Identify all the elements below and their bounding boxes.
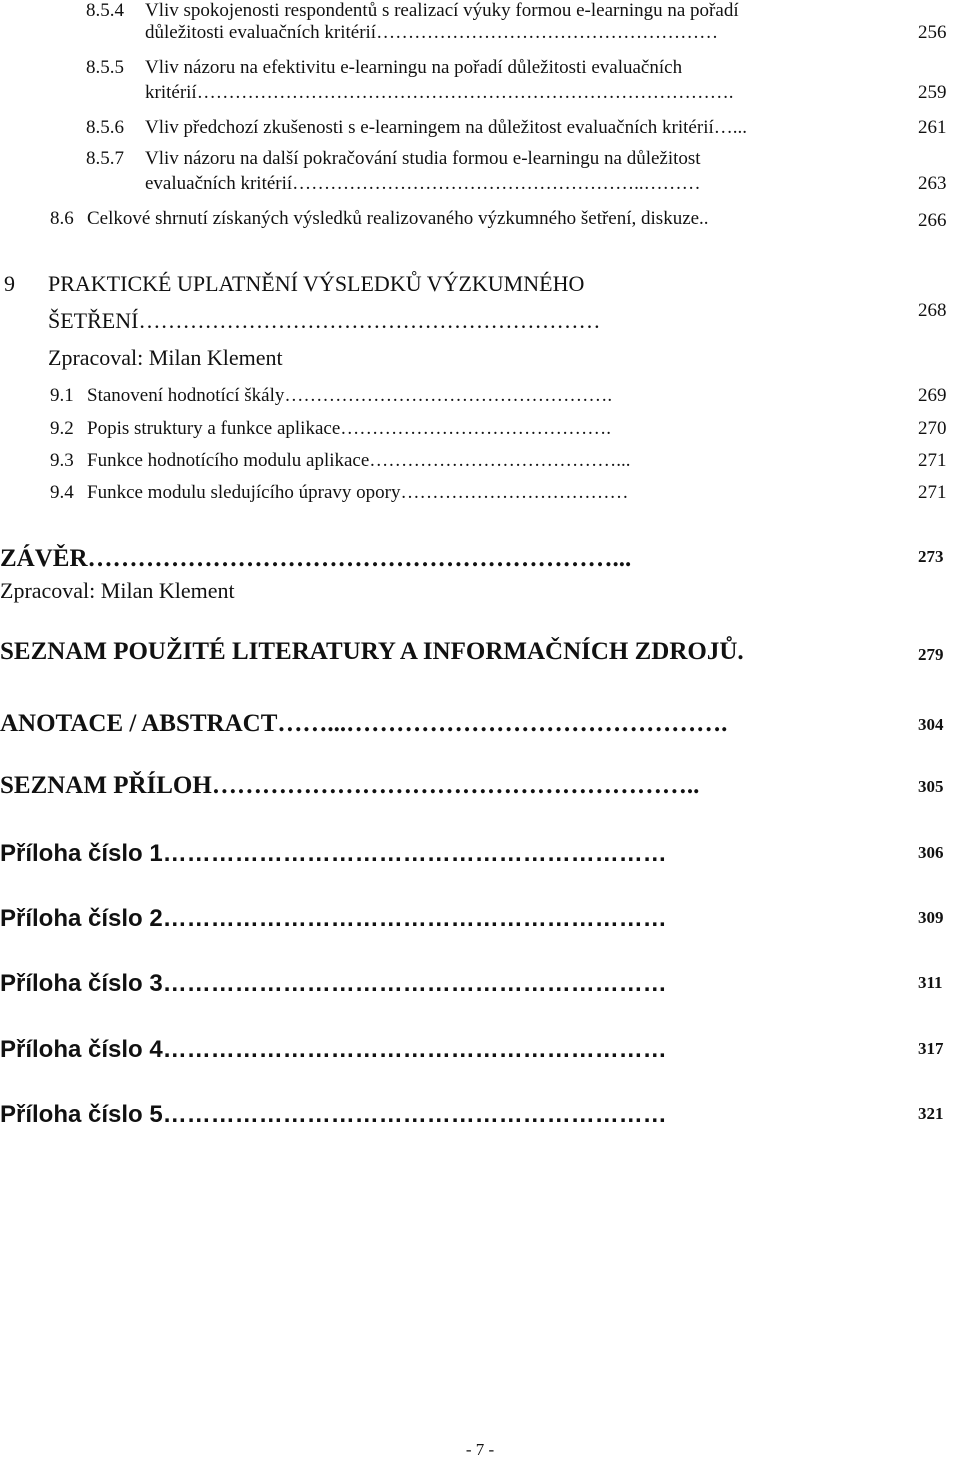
toc-page-number: 263 [918,173,947,194]
toc-entry-title[interactable]: Funkce modulu sledujícího úpravy opory……………………………… [87,482,629,503]
toc-entry-number: 9.1 [50,385,74,406]
toc-appendix-2[interactable]: Příloha číslo 2……………………………………………………… [0,905,667,932]
toc-entry-title[interactable]: Vliv předchozí zkušenosti s e-learningem na důležitost evaluačních kritérií…... [145,117,747,138]
chapter-author: Zpracoval: Milan Klement [0,578,235,603]
toc-page-number: 269 [918,385,947,406]
toc-page-number: 305 [918,777,944,796]
toc-entry-title-continued[interactable]: kritérií…………………………………………………………………………. [145,82,734,103]
toc-entry-number: 8.5.5 [86,57,124,78]
toc-page-number: 273 [918,547,944,566]
toc-heading-literatura[interactable]: SEZNAM POUŽITÉ LITERATURY A INFORMAČNÍCH ZDROJŮ. [0,638,744,665]
chapter-number: 9 [4,271,15,296]
toc-page-number: 321 [918,1104,944,1123]
toc-appendix-3[interactable]: Příloha číslo 3……………………………………………………… [0,970,667,997]
toc-page-number: 311 [918,973,943,992]
toc-page-number: 261 [918,117,947,138]
toc-entry-number: 8.5.4 [86,0,124,21]
chapter-author: Zpracoval: Milan Klement [48,345,283,370]
toc-entry-title[interactable]: Celkové shrnutí získaných výsledků realizovaného výzkumného šetření, diskuze.. [87,208,709,229]
toc-entry-number: 9.4 [50,482,74,503]
toc-page-number: 259 [918,82,947,103]
toc-page-number: 268 [918,300,947,321]
toc-page-number: 271 [918,450,947,471]
toc-page-number: 279 [918,645,944,664]
page-number-footer: - 7 - [465,1440,495,1459]
toc-entry-title-continued[interactable]: evaluačních kritérií………………………………………………..……… [145,173,701,194]
toc-heading-anotace[interactable]: ANOTACE / ABSTRACT……...………………………………………. [0,710,728,737]
toc-entry-number: 8.5.7 [86,148,124,169]
toc-heading-prilohy[interactable]: SEZNAM PŘÍLOH………………………………………………….. [0,772,700,799]
toc-appendix-4[interactable]: Příloha číslo 4……………………………………………………… [0,1036,667,1063]
chapter-title[interactable]: PRAKTICKÉ UPLATNĚNÍ VÝSLEDKŮ VÝZKUMNÉHO [48,271,585,296]
toc-entry-number: 9.2 [50,418,74,439]
toc-entry-number: 8.5.6 [86,117,124,138]
toc-entry-number: 9.3 [50,450,74,471]
toc-page-number: 309 [918,908,944,927]
toc-entry-title[interactable]: Popis struktury a funkce aplikace……………………………………. [87,418,612,439]
toc-page-number: 266 [918,210,947,231]
toc-entry-title-continued[interactable]: důležitosti evaluačních kritérií……………………………………………… [145,22,719,43]
toc-page-number: 271 [918,482,947,503]
toc-page-number: 317 [918,1039,944,1058]
toc-entry-title[interactable]: Vliv názoru na efektivitu e-learningu na pořadí důležitosti evaluačních [145,57,683,78]
toc-heading-zaver[interactable]: ZÁVĚR………………………………………………………... [0,545,632,572]
toc-entry-title[interactable]: Funkce hodnotícího modulu aplikace…………………………………... [87,450,631,471]
toc-page-number: 304 [918,715,944,734]
toc-page-number: 270 [918,418,947,439]
toc-page-number: 256 [918,22,947,43]
toc-entry-title[interactable]: Vliv názoru na další pokračování studia formou e-learningu na důležitost [145,148,701,169]
chapter-title-continued[interactable]: ŠETŘENÍ……………………………………………………… [48,308,601,333]
toc-page-number: 306 [918,843,944,862]
toc-entry-title[interactable]: Stanovení hodnotící škály……………………………………………. [87,385,613,406]
toc-appendix-5[interactable]: Příloha číslo 5……………………………………………………… [0,1101,667,1128]
toc-entry-title[interactable]: Vliv spokojenosti respondentů s realizací výuky formou e-learningu na pořadí [145,0,739,21]
toc-entry-number: 8.6 [50,208,74,229]
toc-appendix-1[interactable]: Příloha číslo 1……………………………………………………… [0,840,667,867]
